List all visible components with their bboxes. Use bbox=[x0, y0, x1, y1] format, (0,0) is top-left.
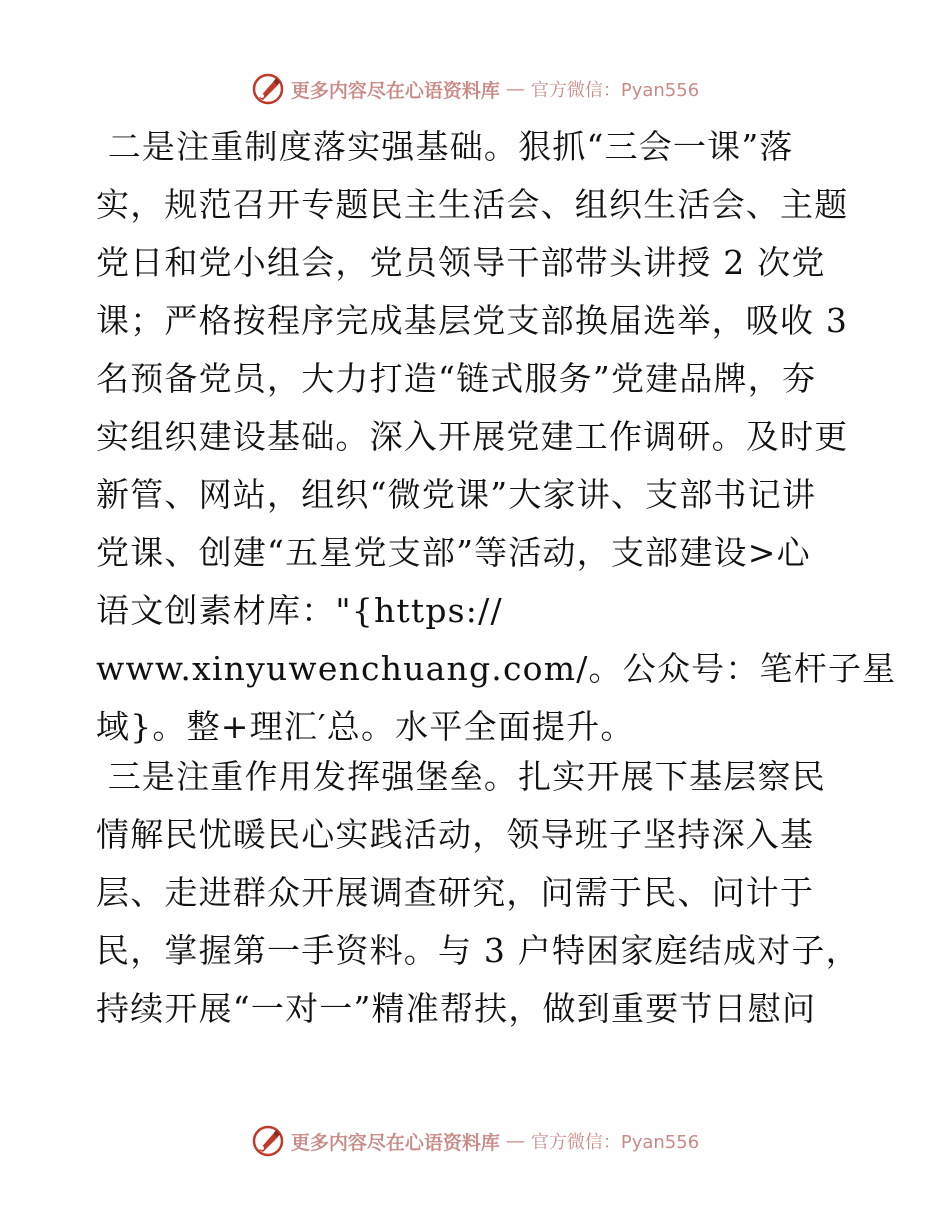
text-line: 情解民忧暖民心实践活动，领导班子坚持深入基 bbox=[96, 815, 815, 854]
paragraph-1 bbox=[96, 118, 897, 756]
text-line: 实，规范召开专题民主生活会、组织生活会、主题 bbox=[96, 185, 849, 224]
text-line: 民，掌握第一手资料。与 3 户特困家庭结成对子， bbox=[96, 931, 860, 970]
banner-dash: — bbox=[505, 78, 525, 100]
footer-banner bbox=[0, 1124, 950, 1158]
url-line: www.xinyuwenchuang.com/。公众号：笔杆子星 bbox=[96, 649, 897, 688]
pen-nib-logo-icon bbox=[251, 72, 285, 106]
banner-title: 更多内容尽在心语资料库 bbox=[290, 79, 500, 102]
text-line: 二是注重制度落实强基础。狠抓“三会一课”落 bbox=[96, 127, 794, 166]
text-line: 名预备党员，大力打造“链式服务”党建品牌，夯 bbox=[96, 359, 817, 398]
text-line: 层、走进群众开展调查研究，问需于民、问计于 bbox=[96, 873, 815, 912]
banner-title: 更多内容尽在心语资料库 bbox=[290, 1131, 500, 1154]
banner-wechat: 官方微信：Pyan556 bbox=[530, 1132, 700, 1153]
pen-nib-logo-icon bbox=[251, 1124, 285, 1158]
text-line: 党课、创建“五星党支部”等活动，支部建设>心 bbox=[96, 533, 811, 572]
text-line: 语文创素材库："{https:// bbox=[96, 591, 503, 630]
text-line: 三是注重作用发挥强堡垒。扎实开展下基层察民 bbox=[96, 757, 826, 796]
text-line: 党日和党小组会，党员领导干部带头讲授 2 次党 bbox=[96, 243, 826, 282]
text-line: 新管、网站，组织“微党课”大家讲、支部书记讲 bbox=[96, 475, 817, 514]
text-line: 域}。整+理汇′总。水平全面提升。 bbox=[96, 707, 635, 746]
banner-wechat: 官方微信：Pyan556 bbox=[530, 80, 700, 101]
text-line: 实组织建设基础。深入开展党建工作调研。及时更 bbox=[96, 417, 849, 456]
text-line: 课；严格按程序完成基层党支部换届选举，吸收 3 bbox=[96, 301, 849, 340]
header-banner bbox=[0, 72, 950, 106]
paragraph-2 bbox=[96, 748, 860, 1038]
banner-dash: — bbox=[505, 1130, 525, 1152]
text-line: 持续开展“一对一”精准帮扶，做到重要节日慰问 bbox=[96, 989, 817, 1028]
